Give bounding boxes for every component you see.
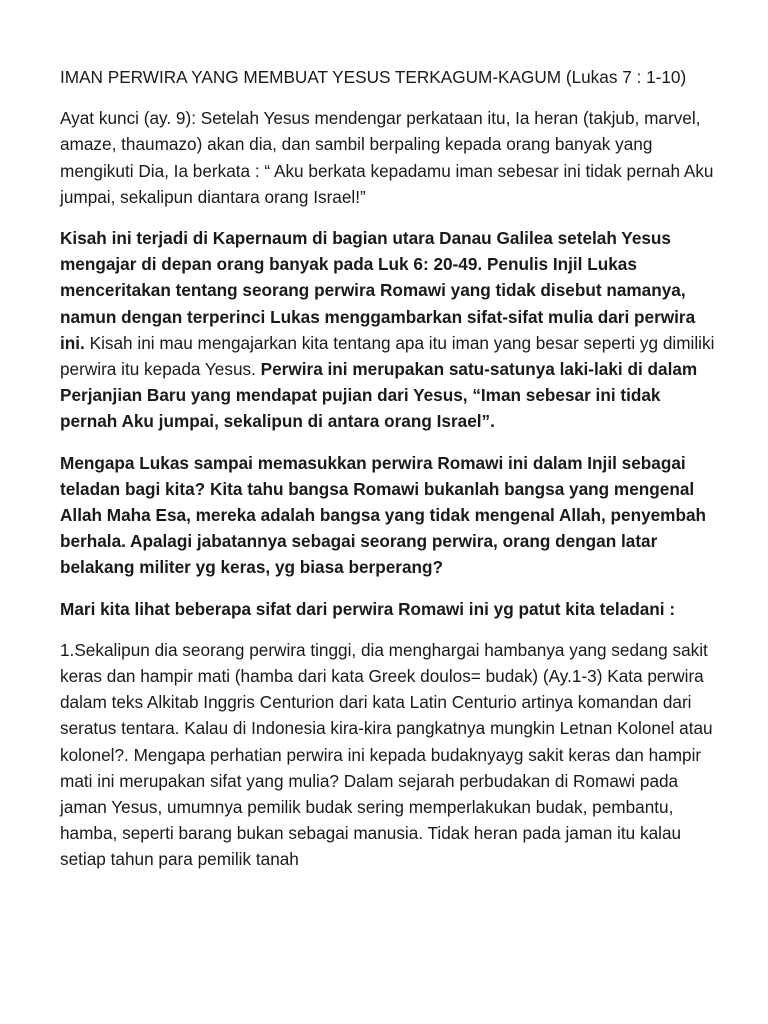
story-bold-intro: Kisah ini terjadi di Kapernaum di bagian utara Danau Galilea setelah Yesus mengajar di depan orang banyak pada Luk 6: 20-49. Penulis Injil Lukas menceritakan tentang seorang perwira Romawi yang tidak disebut namanya, namun dengan terperinci Lukas menggambarkan sifat-sifat mulia dari perwira ini.: [60, 228, 696, 353]
trait-one-paragraph: 1.Sekalipun dia seorang perwira tinggi, dia menghargai hambanya yang sedang sakit keras dan hampir mati (hamba dari kata Greek doulos= budak) (Ay.1-3) Kata perwira dalam teks Alkitab Inggris Centurion dari kata Latin Centurio artinya komandan dari seratus tentara. Kalau di Indonesia kira-kira pangkatnya mungkin Letnan Kolonel atau kolonel?. Mengapa perhatian perwira ini kepada budaknyayg sakit keras dan hampir mati ini merupakan sifat yang mulia? Dalam sejarah perbudakan di Romawi pada jaman Yesus, umumnya pemilik budak sering memperlakukan budak, pembantu, hamba, seperti barang bukan sebagai manusia. Tidak heran pada jaman itu kalau setiap tahun para pemilik tanah: [60, 639, 713, 870]
story-normal-text: Kisah ini mau mengajarkan kita tentang apa itu iman yang besar seperti yg dimiliki perwira itu kepada Yesus.: [60, 332, 715, 380]
story-bold-conclusion: Perwira ini merupakan satu-satunya laki-laki di dalam Perjanjian Baru yang mendapat pujian dari Yesus, “Iman sebesar ini tidak pernah Aku jumpai, sekalipun di antara orang Israel”.: [60, 359, 698, 432]
story-paragraph: [60, 225, 722, 435]
document-title: IMAN PERWIRA YANG MEMBUAT YESUS TERKAGUM-KAGUM (Lukas 7 : 1-10): [60, 67, 687, 87]
document-page: [60, 64, 722, 888]
key-verse-paragraph: Ayat kunci (ay. 9): Setelah Yesus mendengar perkataan itu, Ia heran (takjub, marvel, amaze, thaumazo) akan dia, dan sambil berpaling kepada orang banyak yang mengikuti Dia, Ia berkata : “ Aku berkata kepadamu iman sebesar ini tidak pernah Aku jumpai, sekalipun diantara orang Israel!”: [60, 108, 714, 207]
question-paragraph: Mengapa Lukas sampai memasukkan perwira Romawi ini dalam Injil sebagai teladan bagi kita? Kita tahu bangsa Romawi bukanlah bangsa yang mengenal Allah Maha Esa, mereka adalah bangsa yang tidak mengenal Allah, penyembah berhala. Apalagi jabatannya sebagai seorang perwira, orang dengan latar belakang militer yg keras, yg biasa berperang?: [60, 452, 707, 578]
traits-intro-paragraph: Mari kita lihat beberapa sifat dari perwira Romawi ini yg patut kita teladani :: [60, 598, 676, 619]
